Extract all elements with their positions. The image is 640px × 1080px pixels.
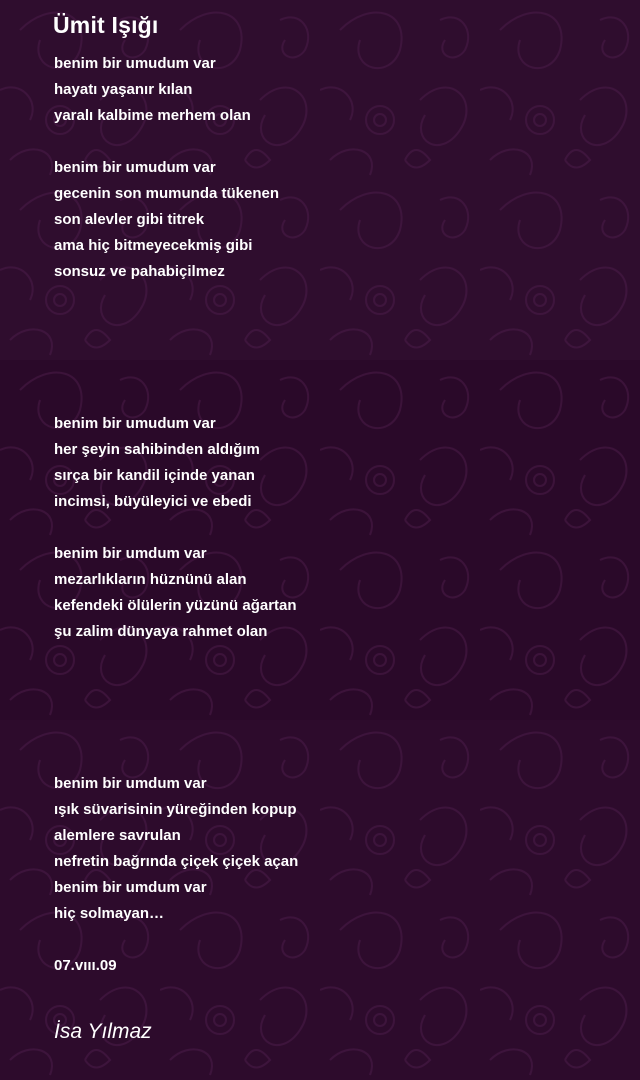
poem-line: alemlere savrulan (54, 827, 181, 844)
poem-line: benim bir umdum var (54, 775, 207, 792)
poem-line: hayatı yaşanır kılan (54, 81, 193, 98)
poem-line: incimsi, büyüleyici ve ebedi (54, 493, 252, 510)
poem-line: nefretin bağrında çiçek çiçek açan (54, 853, 299, 870)
poem-line: kefendeki ölülerin yüzünü ağartan (54, 597, 297, 614)
poem-line: yaralı kalbime merhem olan (54, 107, 251, 124)
poem-stanza (54, 155, 279, 285)
poem-date: 07.vııı.09 (54, 957, 117, 974)
poem-author: İsa Yılmaz (54, 1020, 152, 1043)
poem-stanza (54, 771, 298, 927)
poem-line: benim bir umdum var (54, 879, 207, 896)
poem-line: benim bir umudum var (54, 415, 216, 432)
poem-stanza (54, 51, 251, 129)
poem-stanza (54, 411, 260, 515)
poem-line: ışık süvarisinin yüreğinden kopup (54, 801, 297, 818)
poem-line: benim bir umudum var (54, 159, 216, 176)
poem-title: Ümit Işığı (53, 12, 159, 38)
poem-line: benim bir umdum var (54, 545, 207, 562)
poem-line: benim bir umudum var (54, 55, 216, 72)
poem-stanza (54, 541, 297, 645)
poem-line: her şeyin sahibinden aldığım (54, 441, 260, 458)
poem-line: hiç solmayan… (54, 905, 165, 922)
poem-line: şu zalim dünyaya rahmet olan (54, 623, 268, 640)
poem-line: sırça bir kandil içinde yanan (54, 467, 255, 484)
poem-line: ama hiç bitmeyecekmiş gibi (54, 237, 253, 254)
poem-line: son alevler gibi titrek (54, 211, 205, 228)
poem-line: sonsuz ve pahabiçilmez (54, 263, 225, 280)
poem-line: gecenin son mumunda tükenen (54, 185, 280, 202)
poem-line: mezarlıkların hüznünü alan (54, 571, 247, 588)
